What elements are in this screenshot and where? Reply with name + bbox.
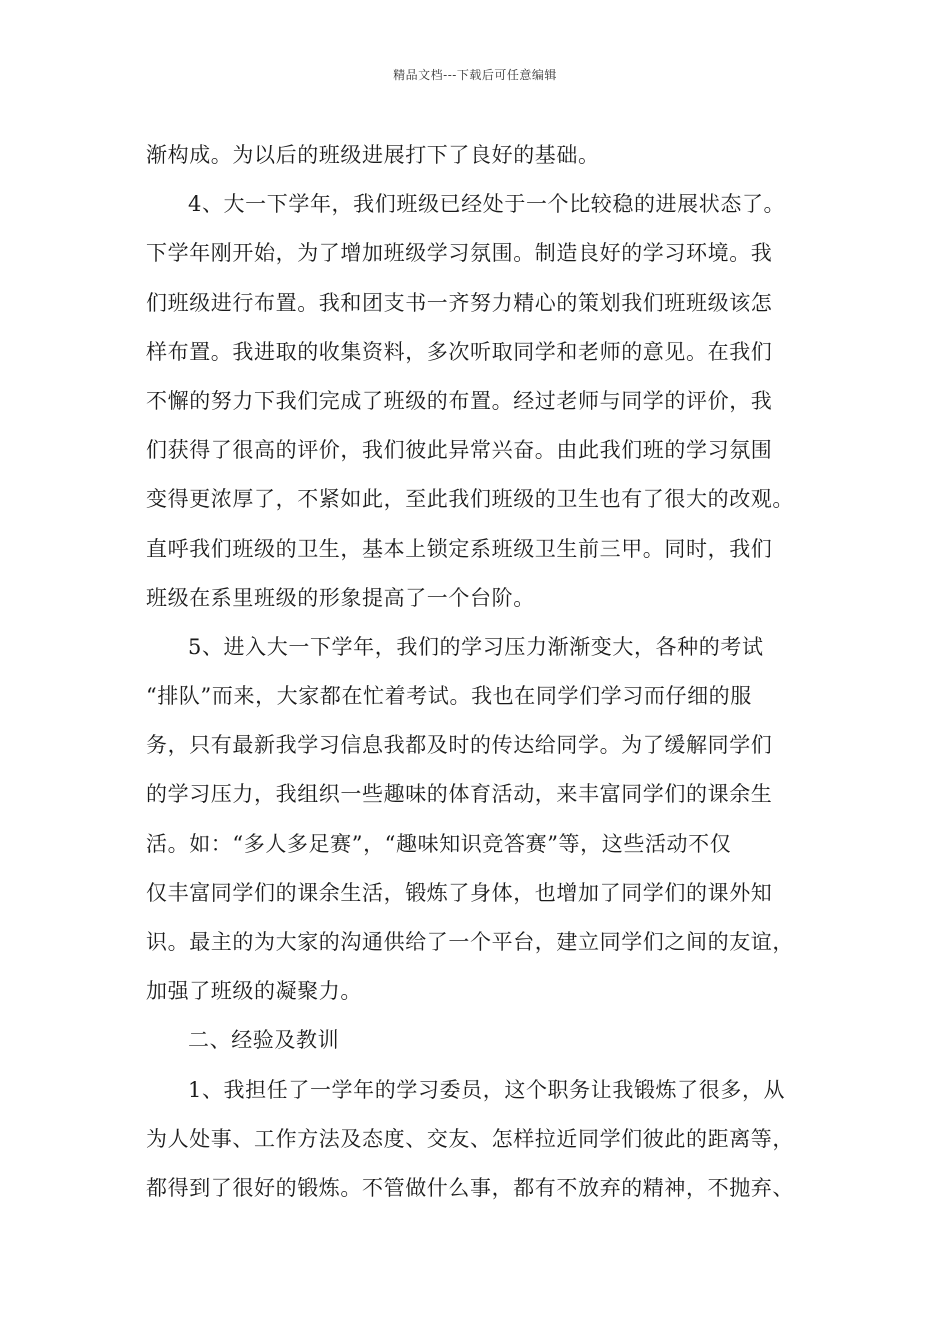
text-line: 们班级进行布置。我和团支书一齐努力精心的策划我们班班级该怎 bbox=[146, 290, 773, 315]
text-line: 仅丰富同学们的课余生活，锻炼了身体，也增加了同学们的课外知 bbox=[146, 880, 773, 905]
text-line: 都得到了很好的锻炼。不管做什么事，都有不放弃的精神，不抛弃、 bbox=[146, 1175, 794, 1200]
paragraph-start-line: 4、大一下学年，我们班级已经处于一个比较稳的进展状态了。 bbox=[188, 192, 786, 217]
text-line: 样布置。我进取的收集资料，多次听取同学和老师的意见。在我们 bbox=[146, 339, 773, 364]
text-line: 为人处事、工作方法及态度、交友、怎样拉近同学们彼此的距离等， bbox=[146, 1126, 794, 1151]
document-body bbox=[146, 131, 826, 1213]
text-line: 们获得了很高的评价，我们彼此异常兴奋。由此我们班的学习氛围 bbox=[146, 438, 773, 463]
text-line: 的学习压力，我组织一些趣味的体育活动，来丰富同学们的课余生 bbox=[146, 782, 773, 807]
text-line: 加强了班级的凝聚力。 bbox=[146, 979, 362, 1004]
text-line: 不懈的努力下我们完成了班级的布置。经过老师与同学的评价，我 bbox=[146, 388, 773, 413]
text-line: “排队”而来，大家都在忙着考试。我也在同学们学习而仔细的服 bbox=[146, 684, 752, 709]
paragraph-start-line: 1、我担任了一学年的学习委员，这个职务让我锻炼了很多，从 bbox=[188, 1077, 786, 1102]
text-line: 班级在系里班级的形象提高了一个台阶。 bbox=[146, 585, 535, 610]
text-line: 识。最主的为大家的沟通供给了一个平台，建立同学们之间的友谊， bbox=[146, 930, 794, 954]
text-line: 活。如：“多人多足赛”，“趣味知识竞答赛”等，这些活动不仅 bbox=[146, 831, 732, 856]
text-line: 变得更浓厚了，不紧如此，至此我们班级的卫生也有了很大的改观。 bbox=[146, 487, 794, 512]
paragraph-start-line: 5、进入大一下学年，我们的学习压力渐渐变大，各种的考试 bbox=[188, 634, 764, 659]
section-heading: 二、经验及教训 bbox=[188, 1028, 340, 1053]
text-line: 直呼我们班级的卫生，基本上锁定系班级卫生前三甲。同时，我们 bbox=[146, 536, 773, 561]
text-line: 渐构成。为以后的班级进展打下了良好的基础。 bbox=[146, 143, 600, 167]
text-line: 务，只有最新我学习信息我都及时的传达给同学。为了缓解同学们 bbox=[146, 733, 773, 758]
page-header: 精品文档---下载后可任意编辑 bbox=[393, 68, 557, 82]
text-line: 下学年刚开始，为了增加班级学习氛围。制造良好的学习环境。我 bbox=[146, 241, 773, 266]
